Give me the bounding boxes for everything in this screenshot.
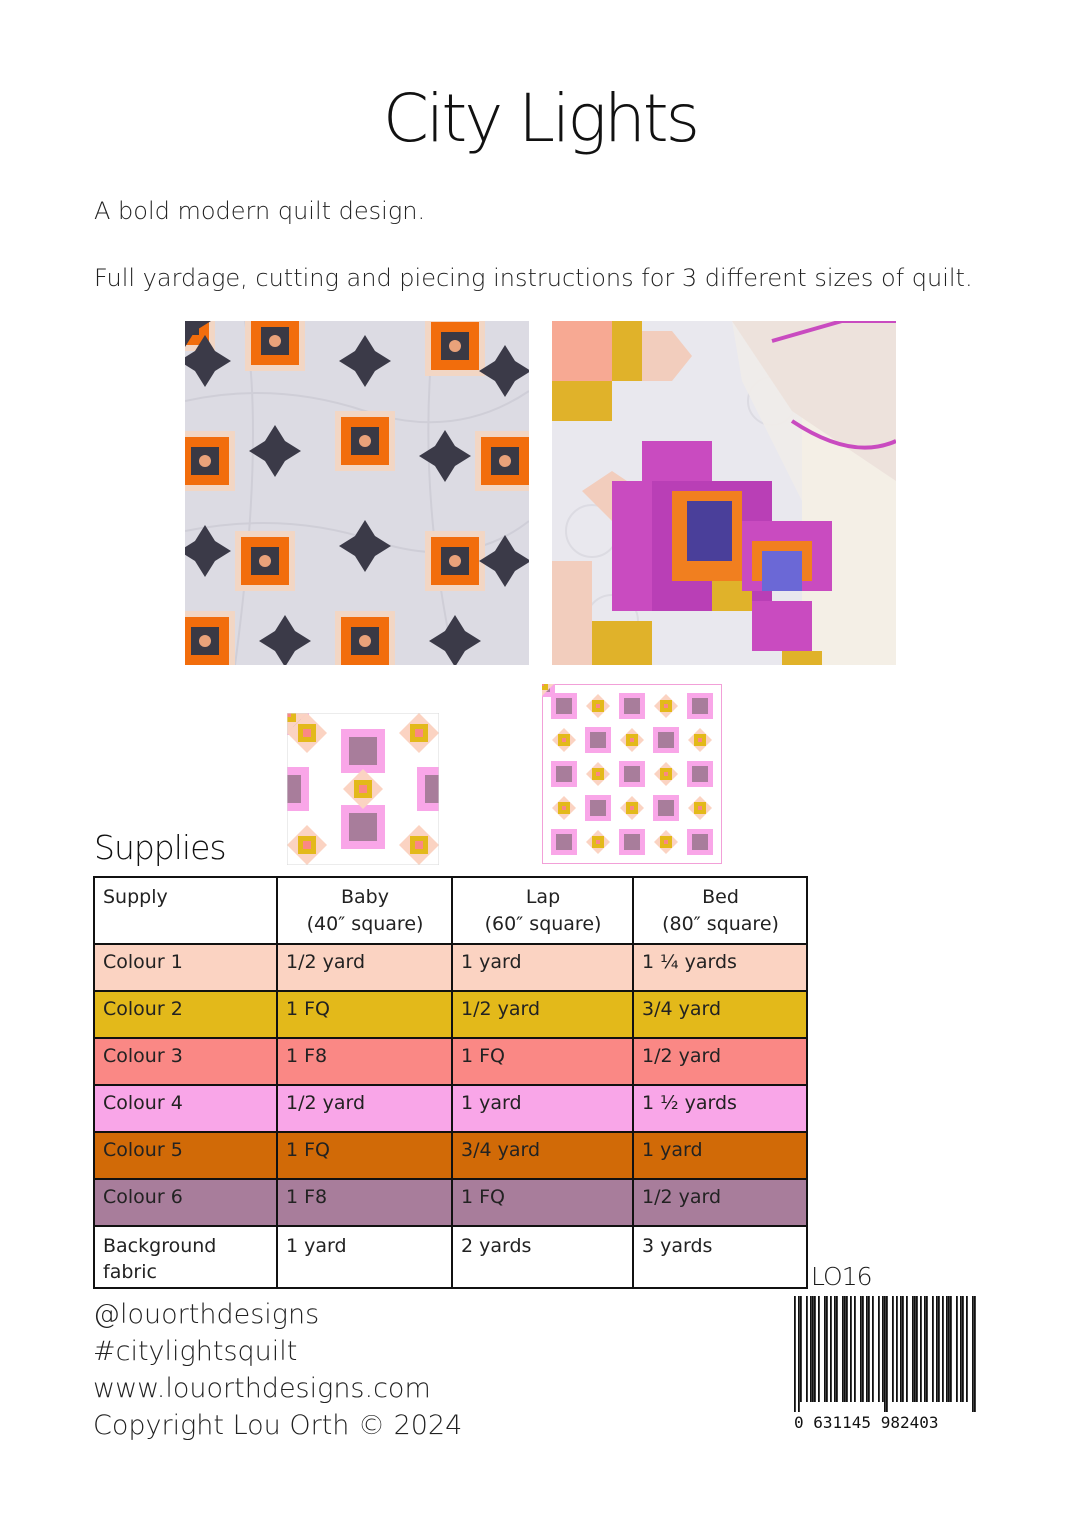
cell-baby: 1 F8: [277, 1179, 452, 1226]
header-baby: Baby (40″ square): [277, 877, 452, 944]
cell-label: Colour 1: [94, 944, 277, 991]
barcode-digits: 0 631145 982403: [794, 1413, 939, 1432]
cell-bed: 3 yards: [633, 1226, 807, 1288]
copyright: Copyright Lou Orth © 2024: [93, 1410, 463, 1441]
table-row: [94, 1132, 807, 1179]
supplies-heading: Supplies: [94, 828, 226, 867]
baby-quilt-diagram: [287, 713, 439, 869]
cell-lap: 2 yards: [452, 1226, 633, 1288]
website-link[interactable]: www.louorthdesigns.com: [93, 1373, 431, 1404]
cell-label: Colour 2: [94, 991, 277, 1038]
pattern-code: LO16: [811, 1262, 872, 1291]
cell-label: Background fabric: [94, 1226, 277, 1288]
barcode-icon: [794, 1296, 978, 1412]
instagram-handle: @louorthdesigns: [93, 1299, 320, 1330]
cell-label: Colour 3: [94, 1038, 277, 1085]
cell-label: Colour 6: [94, 1179, 277, 1226]
cell-bed: 1 ¼ yards: [633, 944, 807, 991]
cell-bed: 1/2 yard: [633, 1038, 807, 1085]
cell-lap: 1 yard: [452, 1085, 633, 1132]
cell-label: Colour 4: [94, 1085, 277, 1132]
cell-bed: 1 yard: [633, 1132, 807, 1179]
table-row: [94, 1085, 807, 1132]
table-row: [94, 1038, 807, 1085]
header-bed: Bed (80″ square): [633, 877, 807, 944]
table-row: [94, 1226, 807, 1288]
intro-line-1: A bold modern quilt design.: [94, 197, 426, 225]
page-title: City Lights: [382, 80, 698, 157]
cell-baby: 1 yard: [277, 1226, 452, 1288]
cell-baby: 1 FQ: [277, 991, 452, 1038]
cell-lap: 1 FQ: [452, 1179, 633, 1226]
table-header-row: [94, 877, 807, 944]
cell-lap: 3/4 yard: [452, 1132, 633, 1179]
table-row: [94, 991, 807, 1038]
cell-bed: 3/4 yard: [633, 991, 807, 1038]
supplies-table: [93, 876, 808, 1289]
cell-bed: 1 ½ yards: [633, 1085, 807, 1132]
quilt-photo-pink: [552, 321, 896, 665]
bed-quilt-diagram: [542, 684, 722, 868]
cell-lap: 1 yard: [452, 944, 633, 991]
intro-line-2: Full yardage, cutting and piecing instructions for 3 different sizes of quilt.: [94, 264, 973, 292]
cell-baby: 1 FQ: [277, 1132, 452, 1179]
hashtag: #citylightsquilt: [93, 1336, 298, 1367]
footer-credits: [93, 1296, 462, 1444]
cell-bed: 1/2 yard: [633, 1179, 807, 1226]
cell-baby: 1/2 yard: [277, 1085, 452, 1132]
table-row: [94, 1179, 807, 1226]
cell-label: Colour 5: [94, 1132, 277, 1179]
header-supply: Supply: [94, 877, 277, 944]
cell-lap: 1/2 yard: [452, 991, 633, 1038]
table-row: [94, 944, 807, 991]
header-lap: Lap (60″ square): [452, 877, 633, 944]
cell-baby: 1/2 yard: [277, 944, 452, 991]
cell-lap: 1 FQ: [452, 1038, 633, 1085]
cell-baby: 1 F8: [277, 1038, 452, 1085]
quilt-photo-orange: [185, 321, 529, 665]
